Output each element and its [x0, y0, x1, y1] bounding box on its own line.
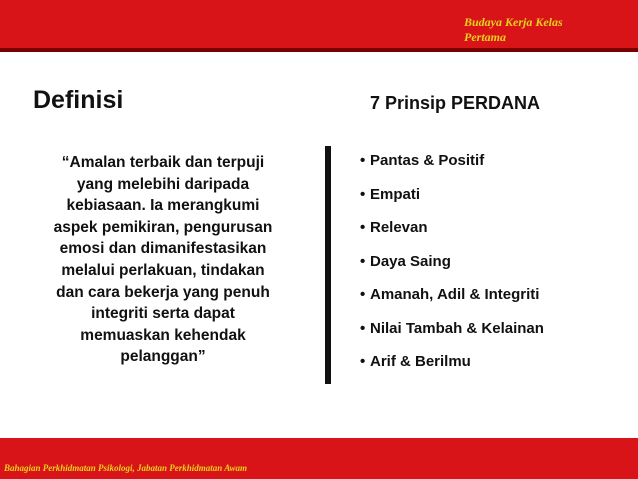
bullet-icon: •	[360, 219, 366, 236]
quote-line: aspek pemikiran, pengurusan	[53, 218, 273, 236]
quote-line: yang melebihi daripada	[76, 175, 250, 193]
bullet-icon: •	[360, 353, 366, 370]
quote-line: dan cara bekerja yang penuh	[56, 283, 270, 301]
header-tagline-line-2: Pertama	[464, 30, 506, 44]
principle-item	[360, 320, 635, 354]
vertical-divider	[325, 146, 331, 384]
principles-title: 7 Prinsip PERDANA	[370, 93, 541, 113]
principle-item	[360, 219, 635, 253]
principle-item	[360, 286, 635, 320]
header-tagline	[464, 15, 634, 45]
principle-item	[360, 152, 635, 186]
bullet-icon: •	[360, 152, 366, 169]
quote-line: emosi dan dimanifestasikan	[59, 240, 267, 258]
principle-label: Relevan	[370, 219, 428, 236]
bullet-icon: •	[360, 319, 366, 337]
header-tagline-line-1: Budaya Kerja Kelas	[464, 15, 563, 29]
principle-label: Nilai Tambah & Kelainan	[370, 319, 544, 337]
bullet-icon: •	[360, 286, 366, 303]
bullet-icon: •	[360, 185, 366, 203]
quote-line: “Amalan terbaik dan terpuji	[61, 154, 265, 171]
principles-list	[360, 152, 635, 387]
quote-line: melalui perlakuan, tindakan	[61, 261, 265, 279]
footer-text: Bahagian Perkhidmatan Psikologi, Jabatan Perkhidmatan Awam	[4, 463, 248, 473]
principle-label: Arif & Berilmu	[370, 353, 471, 370]
principle-label: Empati	[370, 185, 421, 203]
principle-label: Daya Saing	[370, 252, 451, 270]
quote-line: integriti serta dapat	[91, 305, 235, 323]
principle-item	[360, 353, 635, 387]
quote-line: kebiasaan. Ia merangkumi	[66, 197, 260, 215]
definition-quote	[33, 152, 293, 368]
principle-label: Amanah, Adil & Integriti	[370, 286, 540, 303]
quote-line: pelanggan”	[120, 348, 206, 366]
principle-label: Pantas & Positif	[370, 152, 485, 169]
bullet-icon: •	[360, 252, 366, 270]
header-divider	[0, 48, 638, 52]
principle-item	[360, 186, 635, 220]
principle-item	[360, 253, 635, 287]
definition-title: Definisi	[33, 86, 124, 114]
quote-line: memuaskan kehendak	[80, 326, 246, 344]
